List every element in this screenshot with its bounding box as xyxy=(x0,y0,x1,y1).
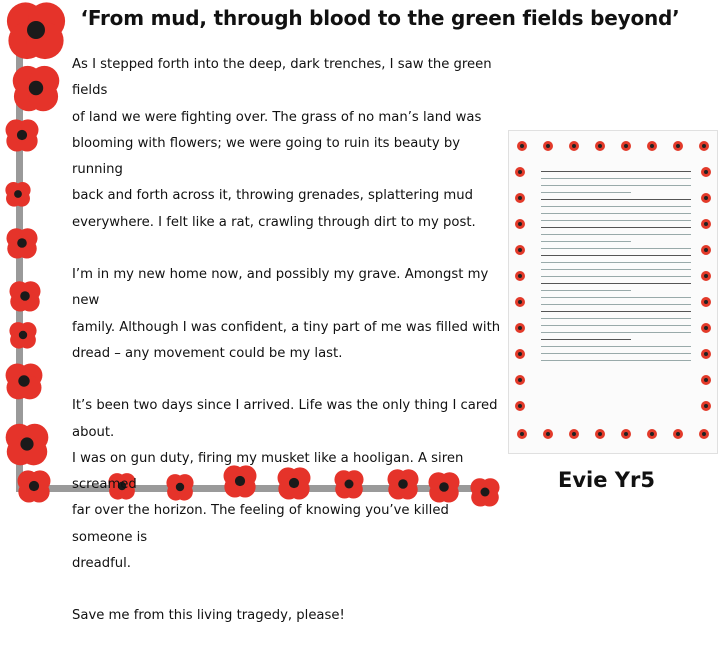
handwriting-line xyxy=(541,234,691,235)
story-line: blooming with flowers; we were going to ruin its beauty by running xyxy=(72,135,461,178)
story-line: dread – any movement could be my last. xyxy=(72,345,343,361)
poppy-icon xyxy=(515,219,525,229)
poppy-icon xyxy=(515,245,525,255)
poppy-icon xyxy=(15,467,53,505)
poppy-icon xyxy=(701,193,711,203)
poppy-icon xyxy=(701,245,711,255)
handwriting-line xyxy=(541,241,631,242)
handwriting-line xyxy=(541,199,691,200)
poppy-icon xyxy=(4,225,40,261)
story-line: family. Although I was confident, a tiny part of me was filled with xyxy=(72,319,501,335)
poppy-icon xyxy=(3,360,45,402)
story-line: far over the horizon. The feeling of knowing you’ve killed someone is xyxy=(72,503,449,545)
handwriting-line xyxy=(541,332,691,333)
handwriting-line xyxy=(541,185,691,186)
poppy-icon xyxy=(543,429,553,439)
story-line: dreadful. xyxy=(72,556,131,572)
handwriting-line xyxy=(541,171,691,172)
handwriting-line xyxy=(541,283,691,284)
handwriting-line xyxy=(541,276,691,277)
handwritten-page-thumbnail xyxy=(508,130,718,454)
handwriting-line xyxy=(541,227,691,228)
poppy-icon xyxy=(515,167,525,177)
story-line: Save me from this living tragedy, please! xyxy=(72,608,345,624)
handwriting-line xyxy=(541,318,691,319)
story-line: of land we were fighting over. The grass of no man’s land was xyxy=(72,109,482,125)
poppy-icon xyxy=(3,179,33,209)
poppy-icon xyxy=(701,297,711,307)
story-line: As I stepped forth into the deep, dark trenches, I saw the green fields xyxy=(72,57,492,99)
handwriting-line xyxy=(541,248,691,249)
poppy-icon xyxy=(10,62,62,114)
handwriting-line xyxy=(541,192,631,193)
poppy-icon xyxy=(701,375,711,385)
poppy-icon xyxy=(515,193,525,203)
poppy-icon xyxy=(699,141,709,151)
poppy-icon xyxy=(701,167,711,177)
handwriting-line xyxy=(541,269,691,270)
poppy-icon xyxy=(621,429,631,439)
poppy-icon xyxy=(515,271,525,281)
page-title: ‘From mud, through blood to the green fields beyond’ xyxy=(80,6,680,30)
handwriting-line xyxy=(541,339,631,340)
handwriting-line xyxy=(541,311,691,312)
handwriting-line xyxy=(541,297,691,298)
poppy-icon xyxy=(7,278,43,314)
poppy-icon xyxy=(515,401,525,411)
poppy-icon xyxy=(569,141,579,151)
handwriting-line xyxy=(541,304,691,305)
handwriting-line xyxy=(541,220,691,221)
story-line: It’s been two days since I arrived. Life was the only thing I cared about. xyxy=(72,398,498,440)
poppy-icon xyxy=(517,141,527,151)
handwriting-line xyxy=(541,353,691,354)
poppy-icon xyxy=(621,141,631,151)
poppy-icon xyxy=(673,429,683,439)
poppy-icon xyxy=(595,141,605,151)
story-line: back and forth across it, throwing grenades, splattering mud xyxy=(72,188,473,204)
story-paragraph-4 xyxy=(72,603,502,629)
poppy-icon xyxy=(569,429,579,439)
poppy-icon xyxy=(515,323,525,333)
poppy-icon xyxy=(673,141,683,151)
handwriting-lines xyxy=(541,171,691,367)
story-line: I’m in my new home now, and possibly my grave. Amongst my new xyxy=(72,267,489,309)
handwriting-line xyxy=(541,178,691,179)
handwriting-line xyxy=(541,255,691,256)
poppy-icon xyxy=(701,219,711,229)
handwriting-line xyxy=(541,360,691,361)
poppy-icon xyxy=(543,141,553,151)
story-paragraph-1 xyxy=(72,52,502,236)
poppy-icon xyxy=(647,141,657,151)
handwriting-line xyxy=(541,213,691,214)
poppy-icon xyxy=(701,271,711,281)
poppy-icon xyxy=(3,116,41,154)
story-line: everywhere. I felt like a rat, crawling through dirt to my post. xyxy=(72,214,476,230)
story-paragraph-2 xyxy=(72,262,502,367)
handwriting-line xyxy=(541,290,631,291)
poppy-icon xyxy=(647,429,657,439)
poppy-icon xyxy=(515,297,525,307)
poppy-icon xyxy=(3,420,51,468)
poppy-icon xyxy=(515,375,525,385)
poppy-icon xyxy=(595,429,605,439)
author-signature: Evie Yr5 xyxy=(558,468,655,492)
poppy-icon xyxy=(4,0,68,62)
handwriting-line xyxy=(541,262,691,263)
poppy-icon xyxy=(515,349,525,359)
handwriting-line xyxy=(541,346,691,347)
poppy-icon xyxy=(701,349,711,359)
handwriting-line xyxy=(541,325,691,326)
poppy-icon xyxy=(701,401,711,411)
story-line: I was on gun duty, firing my musket like a hooligan. A siren screamed xyxy=(72,450,464,493)
poppy-icon xyxy=(517,429,527,439)
poppy-icon xyxy=(7,319,39,351)
story-paragraph-3 xyxy=(72,393,502,577)
handwriting-line xyxy=(541,206,691,207)
poppy-icon xyxy=(699,429,709,439)
poppy-icon xyxy=(701,323,711,333)
story-body xyxy=(72,52,502,656)
